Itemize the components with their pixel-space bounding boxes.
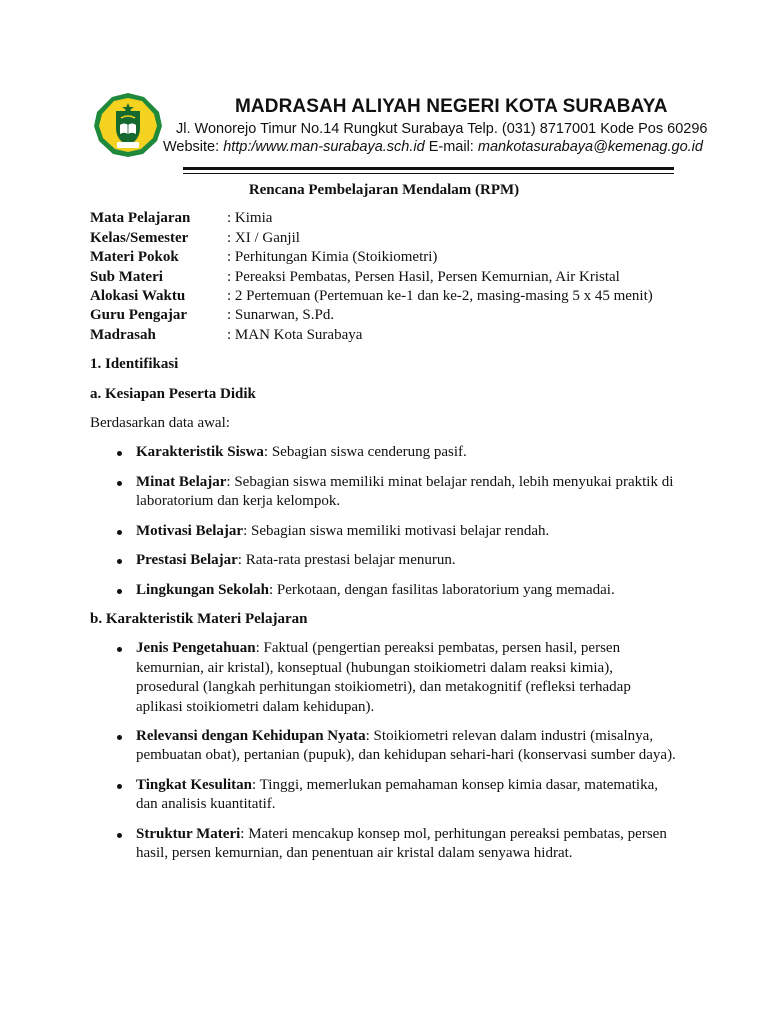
info-label: Mata Pelajaran xyxy=(90,210,191,227)
letterhead xyxy=(0,0,768,180)
list-item-term: Lingkungan Sekolah xyxy=(136,581,269,598)
list-item xyxy=(136,473,678,512)
institution-address: Jl. Wonorejo Timur No.14 Rungkut Surabaya Telp. (031) 8717001 Kode Pos 60296 xyxy=(176,121,708,137)
letterhead-rule-thin xyxy=(183,173,674,174)
info-label: Alokasi Waktu xyxy=(90,288,186,305)
kemenag-emblem-icon xyxy=(93,92,163,158)
list-item xyxy=(136,639,678,717)
info-row xyxy=(90,248,653,267)
info-value: : Perhitungan Kimia (Stoikiometri) xyxy=(227,249,438,266)
info-row xyxy=(90,209,653,228)
list-item-desc: : Tinggi, memerlukan pemahaman konsep kimia dasar, matematika, dan analisis kuantitatif. xyxy=(136,776,658,813)
email-address: mankotasurabaya@kemenag.go.id xyxy=(477,139,703,155)
list-item-desc: : Materi mencakup konsep mol, perhitungan pereaksi pembatas, persen hasil, persen kemurnian, dan penentuan air kristal dalam senyawa hidrat. xyxy=(136,825,667,861)
paragraph: Berdasarkan data awal: xyxy=(90,415,230,432)
list-item-desc: : Sebagian siswa cenderung pasif. xyxy=(263,444,467,461)
list-item-desc: : Sebagian siswa memiliki motivasi belajar rendah. xyxy=(243,522,550,539)
list-item-desc: : Faktual (pengertian pereaksi pembatas, persen hasil, persen kemurnian, air kristal), konseptual (hubungan stoikiometri dalam reaksi kimia), prosedural (langkah perhitungan stoikiometri), dan metakognitif (refleksi terhadap aplikasi stoikiometri dalam kehidupan). xyxy=(136,640,631,715)
document-info-table xyxy=(90,209,653,345)
website-url: http:/www.man-surabaya.sch.id xyxy=(223,139,425,155)
info-value: : Sunarwan, S.Pd. xyxy=(227,307,335,324)
list-item-desc: : Stoikiometri relevan dalam industri (misalnya, pembuatan obat), pertanian (pupuk), dan kehidupan sehari-hari (konservasi sumber daya). xyxy=(136,727,676,764)
website-label: Website: xyxy=(163,139,220,155)
list-item-term: Jenis Pengetahuan xyxy=(136,640,256,657)
list-item-term: Relevansi dengan Kehidupan Nyata xyxy=(136,727,366,744)
info-label: Guru Pengajar xyxy=(90,307,188,324)
list-item-term: Karakteristik Siswa xyxy=(136,444,264,461)
info-label: Kelas/Semester xyxy=(90,229,189,246)
institution-name: MADRASAH ALIYAH NEGERI KOTA SURABAYA xyxy=(235,96,668,117)
list-item-term: Motivasi Belajar xyxy=(136,522,244,539)
list-item xyxy=(136,522,678,541)
section-heading: 1. Identifikasi xyxy=(90,356,179,373)
document-body xyxy=(90,181,678,873)
subsection-heading: a. Kesiapan Peserta Didik xyxy=(90,385,256,402)
list-item-term: Tingkat Kesulitan xyxy=(136,776,253,793)
info-label: Madrasah xyxy=(90,326,156,343)
list-item xyxy=(136,551,678,570)
letterhead-rule-thick xyxy=(183,167,674,170)
list-item-desc: : Perkotaan, dengan fasilitas laboratorium yang memadai. xyxy=(269,581,615,598)
info-value: : MAN Kota Surabaya xyxy=(227,326,363,343)
subsection-heading: b. Karakteristik Materi Pelajaran xyxy=(90,610,308,627)
material-characteristics-list xyxy=(90,639,678,863)
info-row xyxy=(90,268,653,287)
info-label: Materi Pokok xyxy=(90,249,179,266)
info-value: : XI / Ganjil xyxy=(227,229,300,246)
list-item xyxy=(136,443,678,462)
list-item-term: Prestasi Belajar xyxy=(136,552,238,569)
list-item-term: Struktur Materi xyxy=(136,825,241,842)
document-title: Rencana Pembelajaran Mendalam (RPM) xyxy=(248,182,520,198)
institution-contact xyxy=(163,139,703,155)
info-value: : Kimia xyxy=(227,210,273,227)
email-label: E-mail: xyxy=(428,139,474,155)
list-item-term: Minat Belajar xyxy=(136,473,227,490)
info-row xyxy=(90,287,653,306)
info-value: : Pereaksi Pembatas, Persen Hasil, Persen Kemurnian, Air Kristal xyxy=(227,268,620,285)
info-row xyxy=(90,326,653,345)
info-row xyxy=(90,229,653,248)
list-item xyxy=(136,581,678,600)
readiness-list xyxy=(90,443,678,599)
list-item xyxy=(136,727,678,766)
info-value: : 2 Pertemuan (Pertemuan ke-1 dan ke-2, masing-masing 5 x 45 menit) xyxy=(227,288,653,305)
info-row xyxy=(90,306,653,325)
list-item-desc: : Sebagian siswa memiliki minat belajar rendah, lebih menyukai praktik di laboratorium dan kerja kelompok. xyxy=(136,473,674,510)
list-item xyxy=(136,825,678,864)
list-item xyxy=(136,776,678,815)
list-item-desc: : Rata-rata prestasi belajar menurun. xyxy=(237,552,456,569)
info-label: Sub Materi xyxy=(90,268,163,285)
